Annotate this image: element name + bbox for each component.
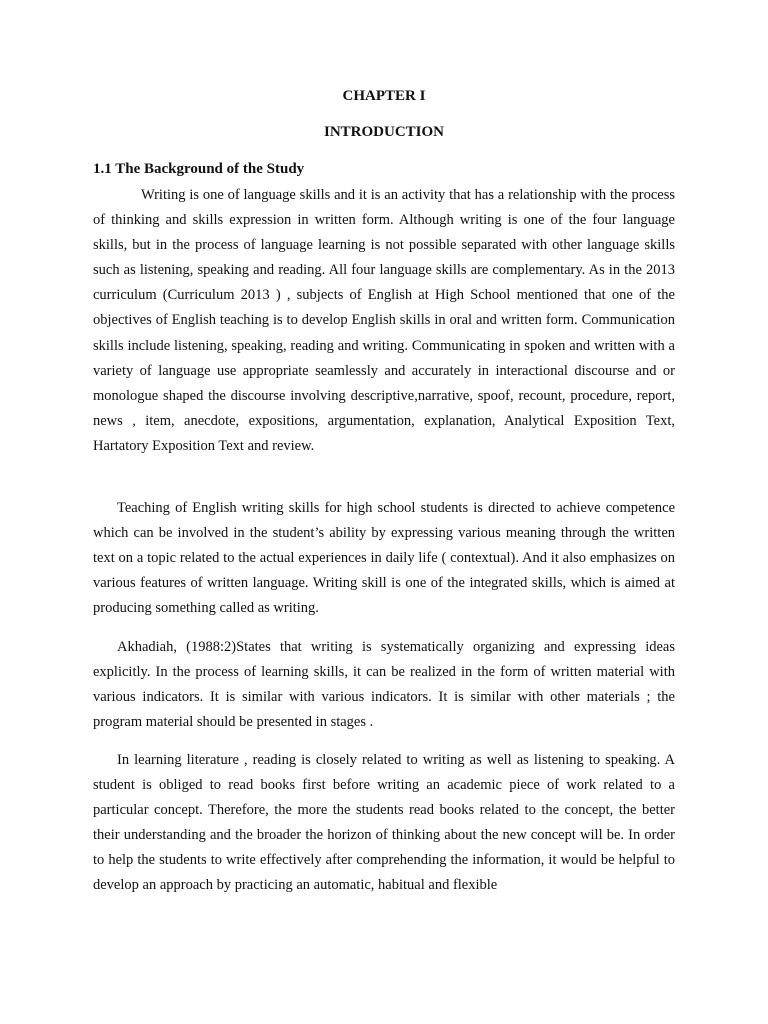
section-heading: 1.1 The Background of the Study (93, 161, 305, 177)
chapter-number: CHAPTER I (342, 88, 426, 104)
paragraph-1: Writing is one of language skills and it is an activity that has a relationship with the process of thinking and skills expression in written form. Although writing is one of the four language skills, but in the process of language learning is not possible separated with other language skills such as listening, speaking and reading. All four language skills are complementary. As in the 2013 curriculum (Curriculum 2013 ) , subjects of English at High School mentioned that one of the objectives of English teaching is to develop English skills in oral and written form. Communication skills include listening, speaking, reading and writing. Communicating in spoken and written with a variety of language use appropriate seamlessly and accurately in interactional discourse and or monologue shaped the discourse involving descriptive,narrative, spoof, recount, procedure, report, news , item, anecdote, expositions, argumentation, explanation, Analytical Exposition Text, Hartatory Exposition Text and review. (93, 187, 675, 454)
paragraph-2: Teaching of English writing skills for high school students is directed to achieve competence which can be involved in the student’s ability by expressing various meaning through the written text on a topic related to the actual experiences in daily life ( contextual). And it also emphasizes on various features of written language. Writing skill is one of the integrated skills, which is aimed at producing something called as writing. (93, 500, 675, 617)
paragraph-4: In learning literature , reading is closely related to writing as well as listening to speaking. A student is obliged to read books first before writing an academic piece of work related to a particular concept. Therefore, the more the students read books related to the concept, the better their understanding and the broader the horizon of thinking about the new concept will be. In order to help the students to write effectively after comprehending the information, it would be helpful to develop an approach by practicing an automatic, habitual and flexible (93, 752, 675, 894)
paragraph-3: Akhadiah, (1988:2)States that writing is systematically organizing and expressing ideas explicitly. In the process of learning skills, it can be realized in the form of written material with various indicators. It is similar with various indicators. It is similar with other materials ; the program material should be presented in stages . (93, 639, 675, 731)
chapter-title: INTRODUCTION (323, 124, 444, 140)
